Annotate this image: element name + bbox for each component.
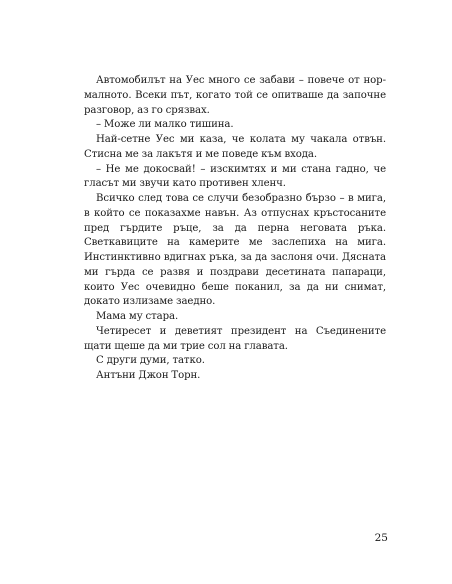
paragraph: Всичко след това се случи безобразно бързо – в мига, в който се показахме навън. Аз отпуснах кръстосаните пред гърдите ръце, за да перна неговата ръка. Светкавиците на камерите ме заслепиха на мига. Инстинктивно вдигнах ръка, за да заслоня очи. Дясната ми гърда се развя и поздрави десетината папараци, които Уес очевидно беше поканил, за да ни снимат, докато излизаме заедно. [84, 193, 386, 308]
paragraph: Мама му стара. [96, 311, 179, 322]
paragraph: Най-сетне Уес ми каза, че колата му чакала отвън. Стисна ме за лакътя и ме поведе към входа. [84, 134, 386, 160]
paragraph: С други думи, татко. [96, 355, 205, 367]
paragraph: – Не ме докосвай! – изскимтях и ми стана гадно, че гласът ми звучи като противен хленч. [84, 163, 386, 190]
page-number: 25 [374, 532, 388, 544]
paragraph: Антъни Джон Торн. [96, 370, 201, 381]
paragraph: – Може ли малко тишина. [96, 119, 234, 131]
paragraph: Автомобилът на Уес много се забави – повече от нормалното. Всеки път, когато той се опитваше да започне разговор, аз го срязвах. [84, 75, 386, 116]
paragraph: Четиресет и деветият президент на Съединените щати щеше да ми трие сол на главата. [84, 325, 386, 352]
body-text [84, 74, 386, 384]
